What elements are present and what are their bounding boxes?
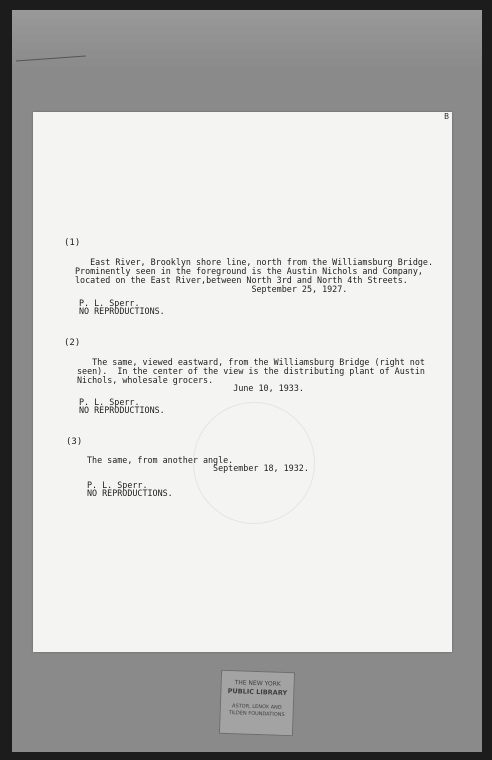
entry-2-restriction: NO REPRODUCTIONS. xyxy=(79,405,165,415)
entry-1-line-1: East River, Brooklyn shore line, north from the Williamsburg Bridge. xyxy=(75,257,433,267)
entry-2-number: (2) xyxy=(64,338,81,348)
sheet-corner-mark: B xyxy=(444,112,449,121)
entry-3-restriction: NO REPRODUCTIONS. xyxy=(87,488,173,498)
entry-3-number: (3) xyxy=(66,437,83,447)
entry-2-line-1: The same, viewed eastward, from the Williamsburg Bridge (right not xyxy=(77,357,425,367)
entry-1-number: (1) xyxy=(64,238,81,248)
backing-shade xyxy=(12,10,482,70)
entry-2-credit: P. L. Sperr. xyxy=(79,397,140,407)
stamp-line-2: PUBLIC LIBRARY xyxy=(227,686,288,698)
entry-1-line-2: Prominently seen in the foreground is the Austin Nichols and Company, xyxy=(75,266,423,276)
library-stamp xyxy=(219,670,295,737)
entry-1-line-3: located on the East River,between North 3rd and North 4th Streets. xyxy=(75,275,408,285)
entry-2-line-3: Nichols, wholesale grocers. xyxy=(77,375,214,385)
stamp-line-3: ASTOR, LENOX AND xyxy=(231,703,282,711)
stamp-line-1: THE NEW YORK xyxy=(234,679,281,688)
entry-3-line-1: The same, from another angle. xyxy=(87,455,234,465)
entry-2-date: June 10, 1933. xyxy=(77,383,304,393)
entry-2-line-2: seen). In the center of the view is the distributing plant of Austin xyxy=(77,366,425,376)
entry-1-credit: P. L. Sperr. xyxy=(79,298,140,308)
entry-1-date: September 25, 1927. xyxy=(75,284,348,294)
stamp-line-4: TILDEN FOUNDATIONS xyxy=(228,710,285,718)
typed-sheet xyxy=(33,112,452,652)
entry-3-date: September 18, 1932. xyxy=(87,463,309,473)
entry-1-restriction: NO REPRODUCTIONS. xyxy=(79,306,165,316)
entry-3-credit: P. L. Sperr. xyxy=(87,480,148,490)
